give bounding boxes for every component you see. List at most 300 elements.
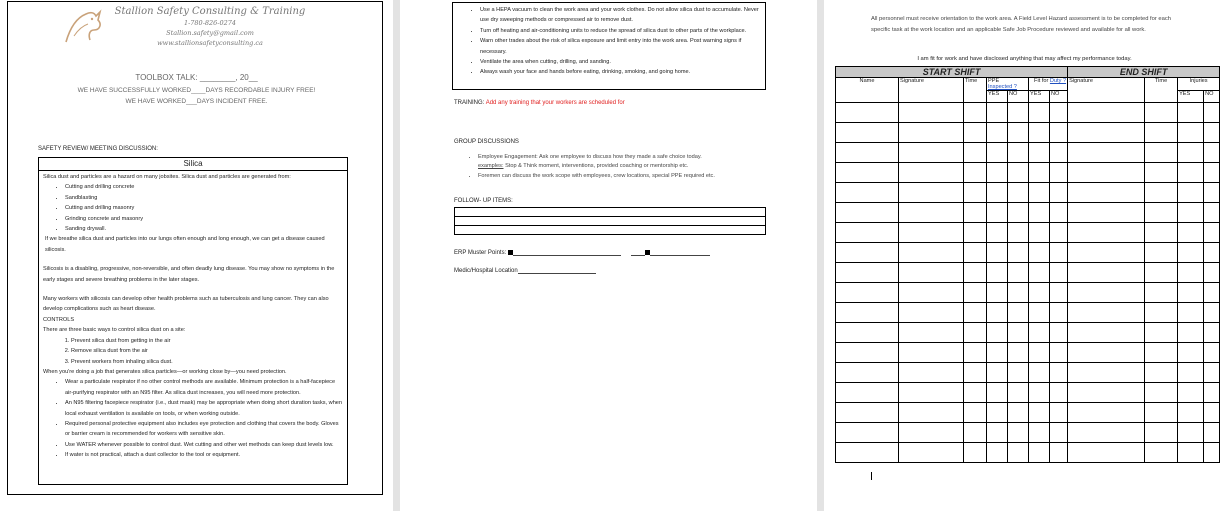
table-cell[interactable] — [1204, 383, 1220, 403]
silica-continued-list — [453, 5, 765, 78]
silica-sources-list — [43, 182, 343, 234]
table-cell[interactable] — [836, 123, 899, 143]
table-cell[interactable] — [836, 323, 899, 343]
table-cell[interactable] — [1008, 303, 1029, 323]
group-discussions-list — [454, 153, 798, 181]
training-line — [454, 100, 625, 106]
examples-text: Stop & Think moment, interventions, provided coaching or mentorship etc. — [505, 163, 689, 170]
table-cell[interactable] — [899, 343, 964, 363]
table-cell[interactable] — [1145, 123, 1178, 143]
table-cell[interactable] — [836, 163, 899, 183]
table-cell[interactable] — [1204, 103, 1220, 123]
fit-no-header: NO — [1050, 91, 1068, 103]
table-cell[interactable] — [836, 223, 899, 243]
injury-free-days: WE HAVE SUCCESSFULLY WORKED____DAYS RECORDABLE INJURY FREE! — [77, 87, 316, 94]
table-cell[interactable] — [1029, 183, 1050, 203]
table-cell[interactable] — [836, 103, 899, 123]
table-row — [836, 263, 1220, 283]
table-cell[interactable] — [899, 323, 964, 343]
table-cell[interactable] — [987, 203, 1008, 223]
table-cell[interactable] — [836, 343, 899, 363]
table-row — [836, 223, 1220, 243]
column-header-row — [836, 78, 1220, 91]
table-cell[interactable] — [1008, 383, 1029, 403]
table-cell[interactable] — [1178, 243, 1204, 263]
table-cell[interactable] — [1050, 323, 1068, 343]
ppe-no-header: NO — [1008, 91, 1029, 103]
table-cell[interactable] — [1178, 203, 1204, 223]
table-row — [836, 103, 1220, 123]
list-item: 3. Prevent workers from inhaling silica dust. — [71, 357, 343, 367]
table-row — [836, 243, 1220, 263]
table-cell[interactable] — [964, 383, 987, 403]
safety-review-heading: SAFETY REVIEW/ MEETING DISCUSSION: — [38, 146, 158, 152]
table-cell[interactable] — [987, 363, 1008, 383]
table-cell[interactable] — [1145, 383, 1178, 403]
table-cell[interactable] — [899, 243, 964, 263]
table-cell[interactable] — [987, 343, 1008, 363]
table-cell[interactable] — [899, 443, 964, 463]
table-cell[interactable] — [1068, 203, 1145, 223]
table-cell[interactable] — [1178, 363, 1204, 383]
table-cell[interactable] — [964, 123, 987, 143]
group-discussions-heading: GROUP DISCUSSIONS — [454, 139, 519, 145]
table-cell[interactable] — [1050, 303, 1068, 323]
table-cell[interactable] — [987, 243, 1008, 263]
list-item: • Cutting and drilling concrete — [65, 182, 343, 192]
medic-label: Medic/Hospital Location — [454, 268, 518, 274]
name-header: Name — [836, 78, 899, 103]
table-cell[interactable] — [836, 143, 899, 163]
table-cell[interactable] — [899, 223, 964, 243]
table-row — [836, 143, 1220, 163]
table-cell[interactable] — [987, 283, 1008, 303]
table-cell[interactable] — [1050, 443, 1068, 463]
table-cell[interactable] — [1029, 163, 1050, 183]
table-cell[interactable] — [987, 423, 1008, 443]
table-cell[interactable] — [964, 243, 987, 263]
silica-breathe-text: If we breathe silica dust and particles into our lungs often enough and long enough, we can get a disease caused silicosis. — [45, 236, 325, 253]
table-cell[interactable] — [1068, 323, 1145, 343]
table-cell[interactable] — [964, 283, 987, 303]
table-cell[interactable] — [1178, 163, 1204, 183]
list-item: • If water is not practical, attach a dust collector to the tool or equipment. — [65, 450, 343, 460]
table-cell[interactable] — [1204, 143, 1220, 163]
fit-for-duty-header: Fit for Duty ? — [1029, 78, 1068, 91]
list-item: • Cutting and drilling masonry — [65, 203, 343, 213]
table-cell[interactable] — [1050, 383, 1068, 403]
table-cell[interactable] — [1068, 363, 1145, 383]
table-cell[interactable] — [899, 183, 964, 203]
table-cell[interactable] — [1029, 323, 1050, 343]
table-row — [836, 323, 1220, 343]
table-cell[interactable] — [836, 363, 899, 383]
table-cell[interactable] — [987, 443, 1008, 463]
table-row — [836, 303, 1220, 323]
table-cell[interactable] — [1008, 163, 1029, 183]
table-cell[interactable] — [1068, 263, 1145, 283]
table-cell[interactable] — [1068, 183, 1145, 203]
list-item: • Wear a particulate respirator if no other control methods are available. Minimum protection is a half-facepiece air-purifying respirator with an N95 filter. As silica dust increases, you will need more protection. — [65, 377, 343, 398]
list-item: • Turn off heating and air-conditioning units to reduce the spread of silica dust to other parts of the workplace. — [480, 26, 765, 36]
table-cell[interactable] — [1008, 443, 1029, 463]
table-cell[interactable] — [1178, 183, 1204, 203]
table-cell[interactable] — [1178, 323, 1204, 343]
table-cell[interactable] — [1178, 343, 1204, 363]
table-cell[interactable] — [899, 423, 964, 443]
page-1 — [0, 0, 393, 511]
table-cell[interactable] — [899, 143, 964, 163]
table-cell[interactable] — [1178, 403, 1204, 423]
company-phone: 1-780-826-0274 — [183, 19, 237, 27]
table-row — [836, 343, 1220, 363]
muster-point-field[interactable] — [650, 255, 710, 256]
table-cell[interactable] — [1008, 223, 1029, 243]
follow-up-line[interactable] — [455, 226, 765, 234]
table-cell[interactable] — [1068, 383, 1145, 403]
table-cell[interactable] — [836, 263, 899, 283]
table-cell[interactable] — [1145, 143, 1178, 163]
end-time-header: Time — [1145, 78, 1178, 103]
table-cell[interactable] — [1178, 223, 1204, 243]
table-cell[interactable] — [964, 343, 987, 363]
table-cell[interactable] — [1145, 223, 1178, 243]
table-cell[interactable] — [1204, 443, 1220, 463]
table-cell[interactable] — [987, 123, 1008, 143]
table-cell[interactable] — [1068, 423, 1145, 443]
table-cell[interactable] — [964, 323, 987, 343]
table-cell[interactable] — [1204, 403, 1220, 423]
table-cell[interactable] — [1029, 103, 1050, 123]
table-cell[interactable] — [1008, 343, 1029, 363]
table-row — [836, 183, 1220, 203]
table-cell[interactable] — [1029, 223, 1050, 243]
table-cell[interactable] — [964, 163, 987, 183]
list-item: • Foremen can discuss the work scope with employees, crew locations, special PPE required etc. — [478, 172, 798, 181]
table-cell[interactable] — [1145, 283, 1178, 303]
table-cell[interactable] — [1204, 223, 1220, 243]
table-cell[interactable] — [1068, 283, 1145, 303]
table-cell[interactable] — [1050, 223, 1068, 243]
table-cell[interactable] — [1068, 123, 1145, 143]
table-cell[interactable] — [1204, 423, 1220, 443]
table-cell[interactable] — [1178, 303, 1204, 323]
table-cell[interactable] — [1178, 143, 1204, 163]
table-cell[interactable] — [1029, 123, 1050, 143]
table-cell[interactable] — [899, 263, 964, 283]
table-cell[interactable] — [987, 263, 1008, 283]
table-cell[interactable] — [1050, 403, 1068, 423]
table-cell[interactable] — [1008, 143, 1029, 163]
table-cell[interactable] — [1068, 143, 1145, 163]
table-cell[interactable] — [1178, 263, 1204, 283]
examples-label: examples: — [478, 163, 504, 170]
table-cell[interactable] — [836, 303, 899, 323]
table-row — [836, 123, 1220, 143]
follow-up-heading: FOLLOW- UP ITEMS: — [454, 198, 513, 204]
start-shift-header: START SHIFT — [836, 67, 1068, 78]
table-cell[interactable] — [1204, 283, 1220, 303]
table-cell[interactable] — [1050, 363, 1068, 383]
table-row — [836, 363, 1220, 383]
list-item: • Ventilate the area when cutting, drilling, and sanding. — [480, 57, 765, 67]
table-cell[interactable] — [1204, 303, 1220, 323]
list-item: • Always wash your face and hands before eating, drinking, smoking, and going home. — [480, 67, 765, 77]
controls-intro: There are three basic ways to control silica dust on a site: — [43, 327, 186, 334]
toolbox-talk-title: TOOLBOX TALK: ________, 20__ — [135, 73, 258, 82]
table-cell[interactable] — [987, 403, 1008, 423]
list-item: • Sandblasting — [65, 193, 343, 203]
table-cell[interactable] — [1050, 143, 1068, 163]
list-item: • An N95 filtering facepiece respirator (i.e., dust mask) may be appropriate when doing short duration tasks, when local exhaust ventilation is available on tools, or when working outside. — [65, 398, 343, 419]
table-row — [836, 403, 1220, 423]
table-cell[interactable] — [1050, 203, 1068, 223]
table-cell[interactable] — [987, 143, 1008, 163]
protection-intro: When you're doing a job that generates silica particles—or working close by—you need protection. — [43, 368, 287, 375]
table-cell[interactable] — [1204, 163, 1220, 183]
table-cell[interactable] — [1068, 223, 1145, 243]
table-cell[interactable] — [1145, 403, 1178, 423]
training-label: TRAINING: — [454, 100, 485, 106]
table-cell[interactable] — [1050, 263, 1068, 283]
horse-logo-icon — [60, 6, 106, 48]
table-cell[interactable] — [1008, 103, 1029, 123]
table-cell[interactable] — [1204, 123, 1220, 143]
erp-muster-points — [454, 250, 710, 256]
table-cell[interactable] — [1029, 243, 1050, 263]
table-cell[interactable] — [1050, 243, 1068, 263]
table-cell[interactable] — [1008, 183, 1029, 203]
muster-point-field[interactable] — [513, 255, 621, 256]
table-cell[interactable] — [1068, 403, 1145, 423]
table-cell[interactable] — [1068, 243, 1145, 263]
list-item — [478, 153, 798, 172]
table-cell[interactable] — [1029, 423, 1050, 443]
table-cell[interactable] — [1029, 263, 1050, 283]
table-cell[interactable] — [1068, 103, 1145, 123]
table-cell[interactable] — [836, 243, 899, 263]
sign-in-table — [835, 66, 1220, 463]
table-cell[interactable] — [1204, 203, 1220, 223]
table-cell[interactable] — [1008, 403, 1029, 423]
follow-up-line[interactable] — [455, 217, 765, 226]
table-cell[interactable] — [836, 283, 899, 303]
table-cell[interactable] — [1204, 363, 1220, 383]
company-name: Stallion Safety Consulting & Training — [114, 6, 306, 17]
table-cell[interactable] — [836, 383, 899, 403]
list-item: • Required personal protective equipment also includes eye protection and clothing that covers the body. Gloves or barrier cream is recommended for workers with sensitive skin. — [65, 419, 343, 440]
table-cell[interactable] — [1029, 283, 1050, 303]
table-cell[interactable] — [899, 203, 964, 223]
table-row — [836, 423, 1220, 443]
end-shift-header: END SHIFT — [1068, 67, 1220, 78]
table-cell[interactable] — [1145, 163, 1178, 183]
training-note[interactable]: Add any training that your workers are scheduled for — [485, 100, 625, 106]
table-cell[interactable] — [1029, 403, 1050, 423]
table-cell[interactable] — [1068, 163, 1145, 183]
table-cell[interactable] — [1068, 443, 1145, 463]
table-cell[interactable] — [1178, 443, 1204, 463]
company-website: www.stallionsafetyconsulting.ca — [157, 39, 263, 47]
table-cell[interactable] — [987, 183, 1008, 203]
table-cell[interactable] — [1145, 203, 1178, 223]
table-cell[interactable] — [964, 183, 987, 203]
table-cell[interactable] — [987, 223, 1008, 243]
protection-list — [43, 377, 343, 460]
table-cell[interactable] — [964, 423, 987, 443]
table-cell[interactable] — [1145, 363, 1178, 383]
orientation-text: All personnel must receive orientation to the work area. A Field Level Hazard assessment is to be completed for each specific task at the work location and an applicable Safe Job Procedure reviewed and available for all work. — [871, 16, 1171, 33]
table-cell[interactable] — [899, 163, 964, 183]
list-item: • Grinding concrete and masonry — [65, 214, 343, 224]
table-cell[interactable] — [899, 363, 964, 383]
table-cell[interactable] — [964, 443, 987, 463]
ppe-header: PPE Inspected ? — [987, 78, 1029, 91]
table-row — [836, 163, 1220, 183]
table-row — [836, 283, 1220, 303]
table-cell[interactable] — [1204, 183, 1220, 203]
table-cell[interactable] — [1008, 363, 1029, 383]
list-item: • Use a HEPA vacuum to clean the work area and your work clothes. Do not allow silica dust to accumulate. Never use dry sweeping methods or compressed air to remove dust. — [480, 5, 765, 26]
table-cell[interactable] — [899, 303, 964, 323]
table-cell[interactable] — [1008, 423, 1029, 443]
table-cell[interactable] — [1029, 363, 1050, 383]
table-cell[interactable] — [836, 183, 899, 203]
table-cell[interactable] — [1145, 303, 1178, 323]
table-row — [836, 443, 1220, 463]
table-cell[interactable] — [1145, 423, 1178, 443]
table-cell[interactable] — [1008, 123, 1029, 143]
table-cell[interactable] — [1068, 343, 1145, 363]
table-cell[interactable] — [1178, 283, 1204, 303]
table-cell[interactable] — [1068, 303, 1145, 323]
table-cell[interactable] — [1204, 323, 1220, 343]
follow-up-box[interactable] — [454, 207, 766, 235]
table-cell[interactable] — [1145, 323, 1178, 343]
medic-location — [454, 268, 596, 274]
table-cell[interactable] — [1178, 103, 1204, 123]
table-cell[interactable] — [1008, 263, 1029, 283]
table-cell[interactable] — [964, 403, 987, 423]
table-cell[interactable] — [899, 383, 964, 403]
list-item: 1. Prevent silica dust from getting in the air — [71, 336, 343, 346]
table-cell[interactable] — [987, 103, 1008, 123]
table-cell[interactable] — [987, 383, 1008, 403]
silica-intro: Silica dust and particles are a hazard on many jobsites. Silica dust and particles are generated from: — [43, 174, 291, 180]
silica-section — [38, 157, 348, 485]
injuries-header: Injuries — [1178, 78, 1220, 91]
company-email: Stallion.safety@gmail.com — [166, 29, 254, 37]
table-cell[interactable] — [964, 143, 987, 163]
table-cell[interactable] — [1204, 243, 1220, 263]
table-cell[interactable] — [964, 223, 987, 243]
table-cell[interactable] — [987, 323, 1008, 343]
table-cell[interactable] — [836, 443, 899, 463]
list-item: 2. Remove silica dust from the air — [71, 346, 343, 356]
table-cell[interactable] — [964, 203, 987, 223]
page-2 — [400, 0, 817, 511]
list-item: • Sanding drywall. — [65, 224, 343, 234]
table-cell[interactable] — [1029, 443, 1050, 463]
injuries-yes-header: YES — [1178, 91, 1204, 103]
fit-yes-header: YES — [1029, 91, 1050, 103]
controls-list — [43, 336, 343, 367]
table-cell[interactable] — [964, 263, 987, 283]
table-row — [836, 203, 1220, 223]
table-cell[interactable] — [1145, 263, 1178, 283]
muster-point-field[interactable] — [631, 255, 645, 256]
silica-continued-box — [452, 2, 766, 90]
silicosis-text: Silicosis is a disabling, progressive, non-reversible, and often deadly lung disease. You may show no symptoms in the early stages and severe breathing problems in the later stages. — [43, 266, 335, 283]
table-cell[interactable] — [1204, 263, 1220, 283]
table-cell[interactable] — [1008, 203, 1029, 223]
table-cell[interactable] — [1050, 283, 1068, 303]
table-cell[interactable] — [964, 303, 987, 323]
table-cell[interactable] — [1145, 183, 1178, 203]
table-cell[interactable] — [1029, 203, 1050, 223]
table-cell[interactable] — [1008, 243, 1029, 263]
table-cell[interactable] — [987, 163, 1008, 183]
table-cell[interactable] — [1029, 303, 1050, 323]
table-cell[interactable] — [836, 203, 899, 223]
table-cell[interactable] — [899, 283, 964, 303]
list-item: • Warn other trades about the risk of silica exposure and limit entry into the work area. Post warning signs if necessary. — [480, 36, 765, 57]
follow-up-line[interactable] — [455, 208, 765, 217]
table-cell[interactable] — [1029, 143, 1050, 163]
medic-location-field[interactable] — [518, 273, 596, 274]
table-cell[interactable] — [1050, 183, 1068, 203]
table-cell[interactable] — [1145, 243, 1178, 263]
table-cell[interactable] — [1008, 323, 1029, 343]
table-cell[interactable] — [1145, 103, 1178, 123]
table-cell[interactable] — [899, 403, 964, 423]
table-cell[interactable] — [1008, 283, 1029, 303]
table-cell[interactable] — [1145, 443, 1178, 463]
injuries-no-header: NO — [1204, 91, 1220, 103]
table-cell[interactable] — [1029, 343, 1050, 363]
table-cell[interactable] — [1029, 383, 1050, 403]
shift-header-row — [836, 67, 1220, 78]
table-cell[interactable] — [836, 403, 899, 423]
table-cell[interactable] — [964, 363, 987, 383]
erp-label: ERP Muster Points: — [454, 250, 507, 257]
table-cell[interactable] — [1050, 343, 1068, 363]
table-cell[interactable] — [1204, 343, 1220, 363]
table-cell[interactable] — [899, 123, 964, 143]
table-cell[interactable] — [836, 423, 899, 443]
table-cell[interactable] — [1145, 343, 1178, 363]
end-signature-header: Signature — [1068, 78, 1145, 103]
table-cell[interactable] — [1050, 103, 1068, 123]
controls-heading: CONTROLS — [43, 316, 75, 323]
table-cell[interactable] — [1178, 423, 1204, 443]
table-cell[interactable] — [1050, 163, 1068, 183]
list-item: • Use WATER whenever possible to control dust. Wet cutting and other wet methods can keep dust levels low. — [65, 440, 343, 450]
table-cell[interactable] — [1178, 123, 1204, 143]
other-health-text: Many workers with silicosis can develop other health problems such as tuberculosis and lung cancer. They can also develop complications such as heart disease. — [43, 296, 329, 313]
table-cell[interactable] — [987, 303, 1008, 323]
table-cell[interactable] — [1050, 423, 1068, 443]
company-brand — [110, 6, 310, 48]
table-cell[interactable] — [1178, 383, 1204, 403]
table-cell[interactable] — [964, 103, 987, 123]
time-header: Time — [964, 78, 987, 103]
signature-header: Signature — [899, 78, 964, 103]
table-row — [836, 383, 1220, 403]
silica-heading: Silica — [39, 158, 347, 171]
table-cell[interactable] — [1050, 123, 1068, 143]
table-cell[interactable] — [899, 103, 964, 123]
